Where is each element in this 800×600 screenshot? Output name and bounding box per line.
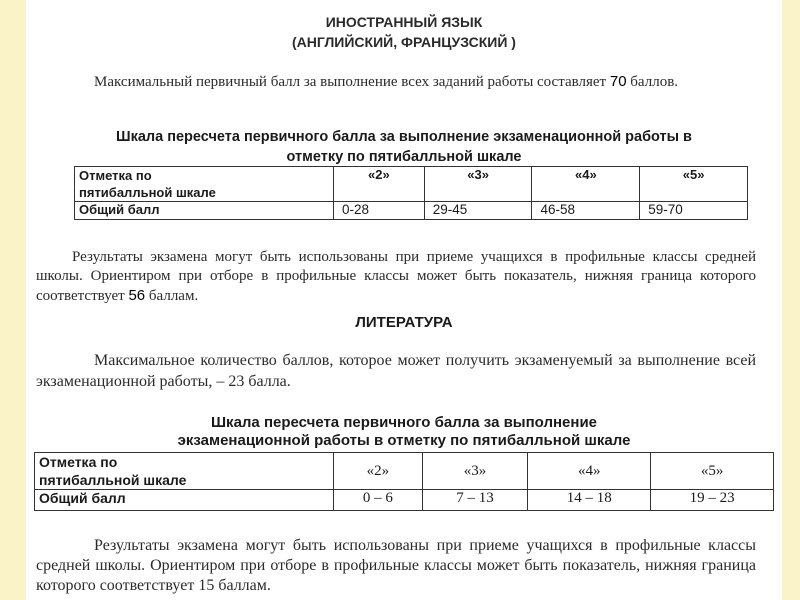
table-row [75,202,748,220]
score-range-5: 59-70 [640,202,748,220]
section2-intro: Максимальное количество баллов, которое может получить экзаменуемый за выполнение всей экзаменационной работы, – 23 балла. [36,352,756,390]
score-range-2: 0-28 [334,202,425,220]
score-range-4: 46-58 [532,202,640,220]
mark-4-cell: «4» [528,453,651,490]
mark-2-cell: «2» [334,453,423,490]
total-score-label: Общий балл [75,202,334,220]
section2-score-table [34,452,774,511]
mark-3-cell: «3» [422,453,528,490]
mark-header-cell [75,167,334,202]
score-range-5: 19 – 23 [651,490,774,511]
table-row [75,167,748,202]
table-row [35,453,774,490]
score-range-3: 29-45 [424,202,532,220]
section1-title-line1: ИНОСТРАННЫЙ ЯЗЫК [325,14,483,30]
score-range-4: 14 – 18 [528,490,651,511]
section1-intro-after: баллов. [630,74,679,90]
mark-3-cell: «3» [424,167,532,202]
mark-header-line2: пятибалльной шкале [39,472,187,488]
mark-5-cell: «5» [640,167,748,202]
mark-header-line2: пятибалльной шкале [79,185,216,200]
section1-intro-text: Максимальный первичный балл за выполнение всех заданий работы составляет [94,74,607,90]
section1-result-after: баллам. [148,288,199,304]
score-range-2: 0 – 6 [334,490,423,511]
section1-result-text: Результаты экзамена могут быть использованы при приеме учащихся в профильные классы средней школы. Ориентиром при отборе в профильные классы может быть показатель, нижняя граница которого соответствует [36,249,756,304]
section1-score-table [74,166,748,220]
mark-header-cell [35,453,334,490]
section1-max-score: 70 [609,73,627,90]
section1-result [36,248,756,306]
section2-title: ЛИТЕРАТУРА [355,314,453,331]
mark-4-cell: «4» [532,167,640,202]
mark-2-cell: «2» [334,167,425,202]
mark-header-line1: Отметка по [39,454,118,470]
total-score-label: Общий балл [35,490,334,511]
section1-table-caption-line1: Шкала пересчета первичного балла за выполнение экзаменационной работы в [116,129,692,145]
score-range-3: 7 – 13 [422,490,528,511]
section1-intro [36,72,756,92]
section2-table-caption-line1: Шкала пересчета первичного балла за выполнение [210,414,598,431]
mark-5-cell: «5» [651,453,774,490]
document-page [26,0,782,600]
mark-header-line1: Отметка по [79,168,152,183]
section1-threshold-score: 56 [128,287,146,304]
section2-result: Результаты экзамена могут быть использованы при приеме учащихся в профильные классы средней школы. Ориентиром при отборе в профильные классы может быть показатель, нижняя граница которого соответствует 15 баллам. [36,537,756,594]
table-row [35,490,774,511]
section1-table-caption-line2: отметку по пятибалльной шкале [286,149,522,165]
section1-title-line2: (АНГЛИЙСКИЙ, ФРАНЦУЗСКИЙ ) [292,34,516,50]
section2-table-caption-line2: экзаменационной работы в отметку по пятибалльной шкале [177,432,631,449]
